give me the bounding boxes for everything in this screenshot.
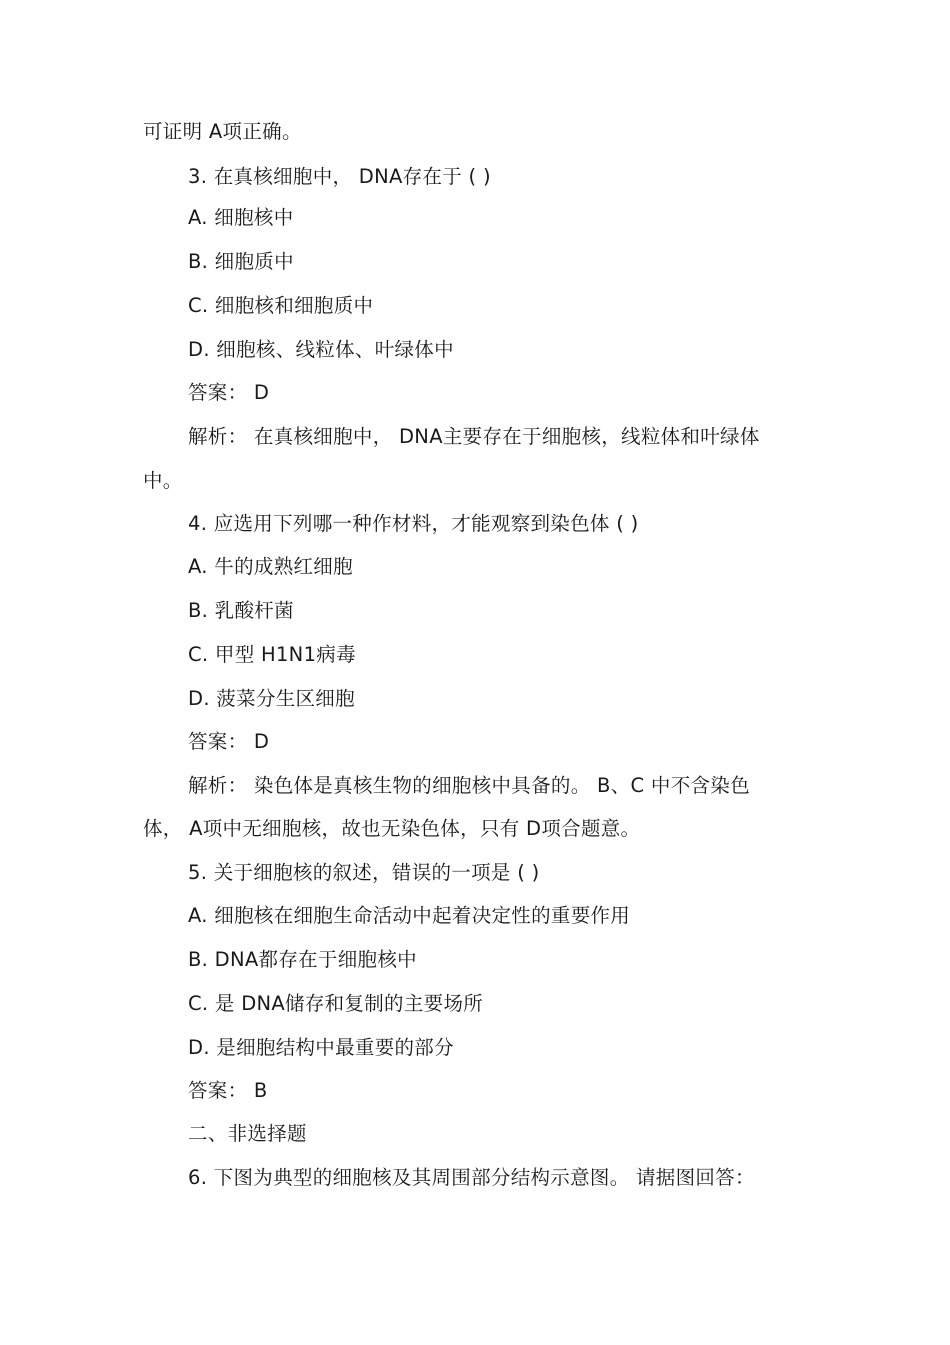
question-3-option-d: D. 细胞核、线粒体、叶绿体中 xyxy=(188,338,454,361)
question-3-explanation: 解析： 在真核细胞中， DNA主要存在于细胞核，线粒体和叶绿体 xyxy=(188,425,760,448)
question-5-answer: 答案： B xyxy=(188,1079,268,1102)
question-5-option-b: B. DNA都存在于细胞核中 xyxy=(188,948,417,971)
question-5-option-a: A. 细胞核在细胞生命活动中起着决定性的重要作用 xyxy=(188,904,631,927)
question-4-option-d: D. 菠菜分生区细胞 xyxy=(188,687,355,710)
question-6: 6. 下图为典型的细胞核及其周围部分结构示意图。 请据图回答： xyxy=(188,1166,755,1189)
question-4-explanation: 解析： 染色体是真核生物的细胞核中具备的。 B、C 中不含染色 xyxy=(188,774,750,797)
question-3-option-c: C. 细胞核和细胞质中 xyxy=(188,294,374,317)
text-line-continuation: 可证明 A项正确。 xyxy=(143,120,302,143)
question-4-answer: 答案： D xyxy=(188,730,270,753)
question-3-option-b: B. 细胞质中 xyxy=(188,250,294,273)
question-3-option-a: A. 细胞核中 xyxy=(188,206,294,229)
question-3-answer: 答案： D xyxy=(188,381,270,404)
question-4-option-b: B. 乳酸杆菌 xyxy=(188,599,294,622)
section-heading-non-choice: 二、非选择题 xyxy=(188,1122,307,1145)
question-4-option-a: A. 牛的成熟红细胞 xyxy=(188,555,353,578)
question-4-option-c: C. 甲型 H1N1病毒 xyxy=(188,643,356,666)
question-5: 5. 关于细胞核的叙述，错误的一项是 ( ) xyxy=(188,861,540,884)
question-3: 3. 在真核细胞中， DNA存在于 ( ) xyxy=(188,165,491,188)
question-3-explanation-cont: 中。 xyxy=(143,469,183,492)
question-5-option-d: D. 是细胞结构中最重要的部分 xyxy=(188,1036,454,1059)
question-4: 4. 应选用下列哪一种作材料，才能观察到染色体 ( ) xyxy=(188,512,639,535)
question-4-explanation-cont: 体， A项中无细胞核，故也无染色体，只有 D项合题意。 xyxy=(143,817,641,840)
question-5-option-c: C. 是 DNA储存和复制的主要场所 xyxy=(188,992,484,1015)
